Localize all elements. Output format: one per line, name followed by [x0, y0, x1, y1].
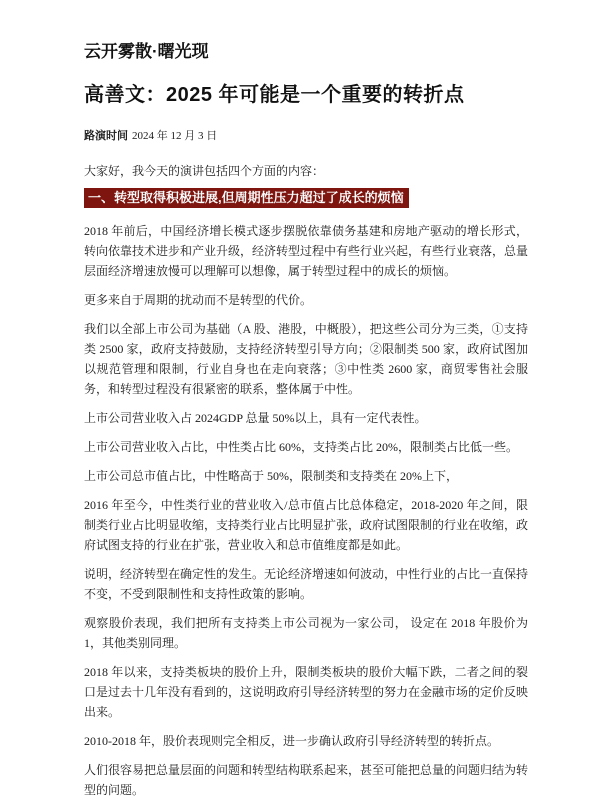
intro-paragraph: 大家好，我今天的演讲包括四个方面的内容：	[84, 164, 325, 179]
dateline	[84, 127, 528, 143]
document-subtitle: 高善文：2025 年可能是一个重要的转折点	[84, 84, 465, 107]
paragraph: 人们很容易把总量层面的问题和转型结构联系起来，甚至可能把总量的问题归结为转型的问题。	[84, 763, 529, 798]
paragraph: 说明，经济转型在确定性的发生。无论经济增速如何波动，中性行业的占比一直保持不变，不受到限制性和支持性政策的影响。	[84, 567, 529, 602]
paragraph: 上市公司营业收入占比，中性类占比 60%，支持类占比 20%，限制类占比低一些。	[84, 440, 518, 455]
paragraph: 2018 年以来，支持类板块的股价上升，限制类板块的股价大幅下跌，二者之间的裂口是过去十几年没有看到的，这说明政府引导经济转型的努力在金融市场的定价反映出来。	[84, 665, 529, 720]
document-title: 云开雾散·曙光现	[84, 42, 209, 61]
paragraph: 上市公司营业收入占 2024GDP 总量 50%以上，具有一定代表性。	[84, 411, 427, 426]
paragraph: 观察股价表现，我们把所有支持类上市公司视为一家公司， 设定在 2018 年股价为 1，其他类别同理。	[84, 616, 528, 651]
paragraph: 我们以全部上市公司为基础（A 股、港股，中概股），把这些公司分为三类，①支持类 2500 家，政府支持鼓励，支持经济转型引导方向；②限制类 500 家，政府试图加以规范管理和限制，行业自身也在走向衰落；③中性类 2600 家，商贸零售社会服务，和转型过程没有很紧密的联系，整体属于中性。	[84, 322, 528, 397]
paragraph: 2016 年至今，中性类行业的营业收入/总市值占比总体稳定，2018-2020 年之间，限制类行业占比明显收缩，支持类行业占比明显扩张，政府试图限制的行业在收缩，政府试图支持的行业在扩张，营业收入和总市值维度都是如此。	[84, 498, 529, 553]
paragraph: 2018 年前后，中国经济增长模式逐步摆脱依靠债务基建和房地产驱动的增长形式，转向依靠技术进步和产业升级，经济转型过程中有些行业兴起，有些行业衰落，总量层面经济增速放慢可以理解可以想像，属于转型过程中的成长的烦恼。	[84, 224, 529, 279]
roadshow-date-value: 2024 年 12 月 3 日	[132, 130, 218, 143]
paragraph: 更多来自于周期的扰动而不是转型的代价。	[84, 293, 313, 308]
section-heading-1: 一、转型取得积极进展,但周期性压力超过了成长的烦恼	[84, 188, 409, 208]
paragraph: 上市公司总市值占比，中性略高于 50%，限制类和支持类在 20%上下，	[84, 469, 458, 484]
roadshow-date-label: 路演时间	[84, 130, 128, 143]
paragraph: 2010-2018 年，股价表现则完全相反，进一步确认政府引导经济转型的转折点。	[84, 734, 499, 749]
